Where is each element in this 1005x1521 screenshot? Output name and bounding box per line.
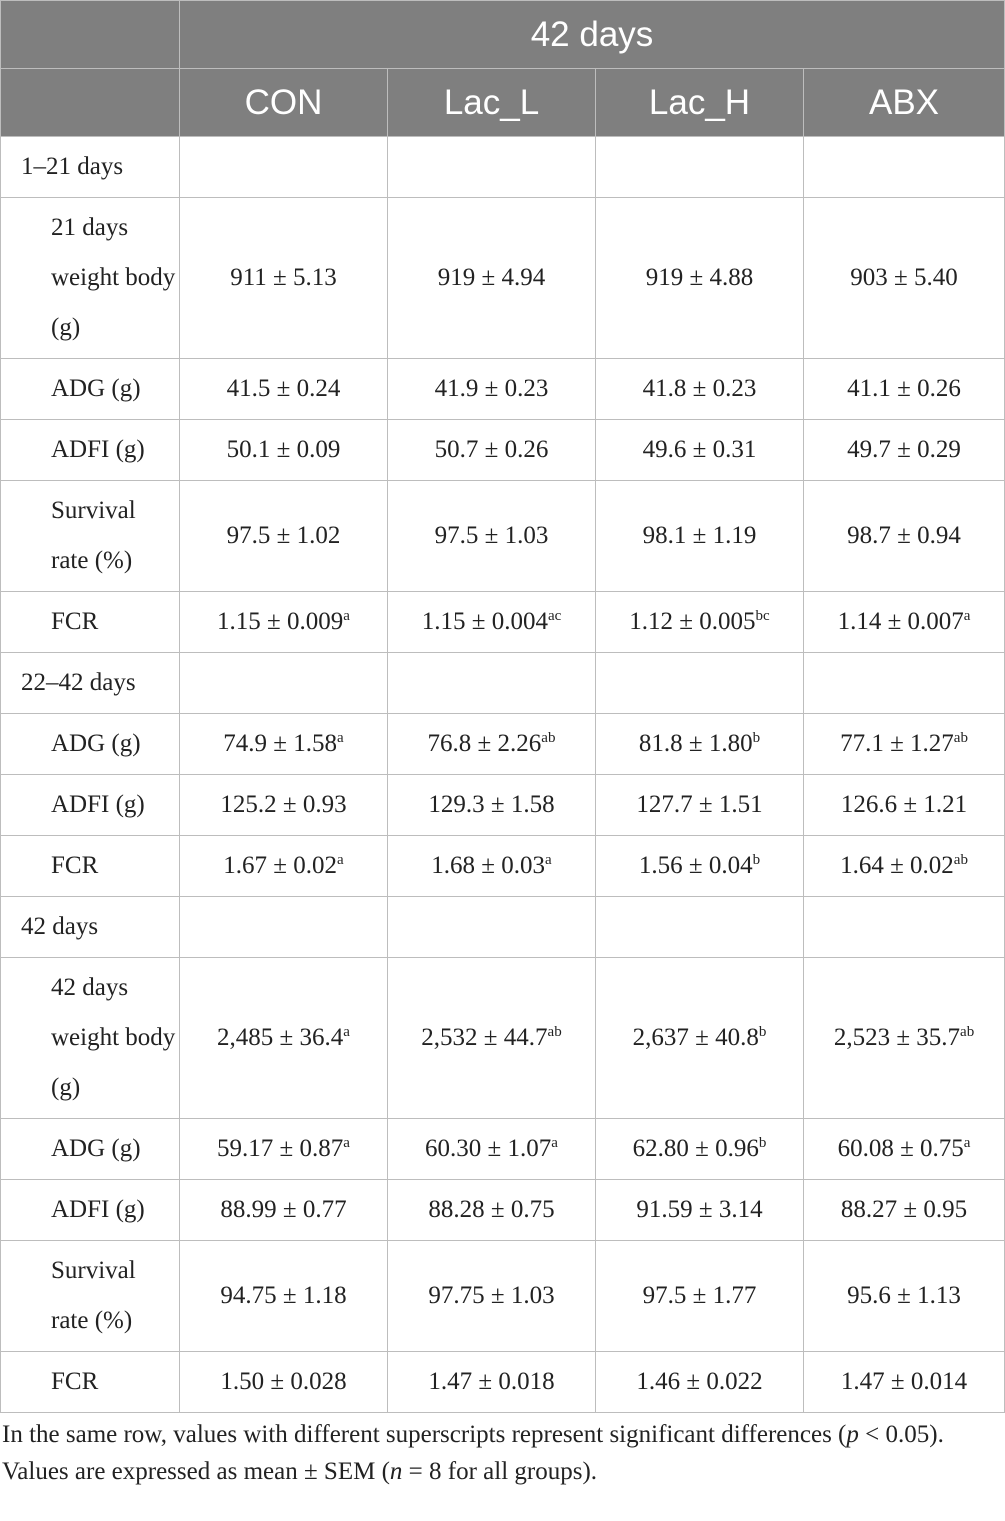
table-row (1, 1352, 1005, 1413)
value-cell: 49.7 ± 0.29 (804, 420, 1005, 481)
value-cell: 1.12 ± 0.005$^{bc}$ (596, 592, 804, 653)
header-corner (1, 1, 180, 69)
value-cell: 1.68 ± 0.03$^a$ (388, 836, 596, 897)
table-row (1, 1119, 1005, 1180)
section-row (1, 137, 1005, 198)
value-cell: 97.5 ± 1.02 (180, 481, 388, 592)
table-row (1, 836, 1005, 897)
value-cell: 59.17 ± 0.87$^a$ (180, 1119, 388, 1180)
row-label: ADFI (g) (1, 1180, 180, 1241)
value-cell: 97.75 ± 1.03 (388, 1241, 596, 1352)
value-cell: 88.28 ± 0.75 (388, 1180, 596, 1241)
value-cell: 2,637 ± 40.8$^b$ (596, 958, 804, 1119)
row-label: FCR (1, 836, 180, 897)
section-row (1, 897, 1005, 958)
value-cell: 1.47 ± 0.018 (388, 1352, 596, 1413)
value-cell: 60.08 ± 0.75$^a$ (804, 1119, 1005, 1180)
value-cell: 41.1 ± 0.26 (804, 359, 1005, 420)
column-header: Lac_L (388, 69, 596, 137)
section-label: 22–42 days (1, 653, 180, 714)
row-label: ADG (g) (1, 359, 180, 420)
header-corner (1, 69, 180, 137)
value-cell: 919 ± 4.88 (596, 198, 804, 359)
table-row (1, 1241, 1005, 1352)
value-cell: 1.15 ± 0.004$^{ac}$ (388, 592, 596, 653)
row-label: 21 days weight body (g) (1, 198, 180, 359)
value-cell: 94.75 ± 1.18 (180, 1241, 388, 1352)
value-cell: 41.9 ± 0.23 (388, 359, 596, 420)
value-cell: 62.80 ± 0.96$^b$ (596, 1119, 804, 1180)
value-cell: 2,485 ± 36.4$^a$ (180, 958, 388, 1119)
value-cell: 41.8 ± 0.23 (596, 359, 804, 420)
column-header: ABX (804, 69, 1005, 137)
row-label: FCR (1, 1352, 180, 1413)
value-cell: 125.2 ± 0.93 (180, 775, 388, 836)
column-header: CON (180, 69, 388, 137)
table-row (1, 198, 1005, 359)
value-cell: 129.3 ± 1.58 (388, 775, 596, 836)
column-header: Lac_H (596, 69, 804, 137)
value-cell: 1.14 ± 0.007$^a$ (804, 592, 1005, 653)
row-label: ADG (g) (1, 714, 180, 775)
table-row (1, 592, 1005, 653)
value-cell: 77.1 ± 1.27$^{ab}$ (804, 714, 1005, 775)
value-cell: 97.5 ± 1.03 (388, 481, 596, 592)
value-cell: 1.47 ± 0.014 (804, 1352, 1005, 1413)
value-cell: 88.99 ± 0.77 (180, 1180, 388, 1241)
header-row-period (1, 1, 1005, 69)
row-label: ADG (g) (1, 1119, 180, 1180)
value-cell: 49.6 ± 0.31 (596, 420, 804, 481)
table-footnotes (0, 1416, 1005, 1490)
table-row (1, 1180, 1005, 1241)
value-cell: 1.46 ± 0.022 (596, 1352, 804, 1413)
value-cell: 2,532 ± 44.7$^{ab}$ (388, 958, 596, 1119)
section-label: 42 days (1, 897, 180, 958)
value-cell: 1.64 ± 0.02$^{ab}$ (804, 836, 1005, 897)
value-cell: 98.7 ± 0.94 (804, 481, 1005, 592)
value-cell: 95.6 ± 1.13 (804, 1241, 1005, 1352)
value-cell: 919 ± 4.94 (388, 198, 596, 359)
value-cell: 2,523 ± 35.7$^{ab}$ (804, 958, 1005, 1119)
value-cell: 911 ± 5.13 (180, 198, 388, 359)
footnote-significance: In the same row, values with different superscripts represent significant differences (p < 0.05). (2, 1421, 944, 1448)
row-label: Survival rate (%) (1, 1241, 180, 1352)
value-cell: 50.1 ± 0.09 (180, 420, 388, 481)
table-row (1, 958, 1005, 1119)
value-cell: 126.6 ± 1.21 (804, 775, 1005, 836)
value-cell: 903 ± 5.40 (804, 198, 1005, 359)
value-cell: 127.7 ± 1.51 (596, 775, 804, 836)
value-cell: 97.5 ± 1.77 (596, 1241, 804, 1352)
value-cell: 1.50 ± 0.028 (180, 1352, 388, 1413)
value-cell: 1.67 ± 0.02$^a$ (180, 836, 388, 897)
table-row (1, 775, 1005, 836)
row-label: 42 days weight body (g) (1, 958, 180, 1119)
footnote-mean-sem: Values are expressed as mean ± SEM (n = 8 for all groups). (2, 1458, 598, 1485)
row-label: ADFI (g) (1, 420, 180, 481)
value-cell: 91.59 ± 3.14 (596, 1180, 804, 1241)
value-cell: 41.5 ± 0.24 (180, 359, 388, 420)
table-row (1, 714, 1005, 775)
section-row (1, 653, 1005, 714)
value-cell: 50.7 ± 0.26 (388, 420, 596, 481)
row-label: FCR (1, 592, 180, 653)
section-label: 1–21 days (1, 137, 180, 198)
value-cell: 81.8 ± 1.80$^b$ (596, 714, 804, 775)
table-row (1, 359, 1005, 420)
table-row (1, 420, 1005, 481)
row-label: ADFI (g) (1, 775, 180, 836)
value-cell: 98.1 ± 1.19 (596, 481, 804, 592)
value-cell: 88.27 ± 0.95 (804, 1180, 1005, 1241)
table-row (1, 481, 1005, 592)
value-cell: 60.30 ± 1.07$^a$ (388, 1119, 596, 1180)
value-cell: 1.15 ± 0.009$^a$ (180, 592, 388, 653)
value-cell: 1.56 ± 0.04$^b$ (596, 836, 804, 897)
row-label: Survival rate (%) (1, 481, 180, 592)
header-row-groups (1, 69, 1005, 137)
value-cell: 76.8 ± 2.26$^{ab}$ (388, 714, 596, 775)
header-span-label: 42 days (180, 1, 1005, 69)
value-cell: 74.9 ± 1.58$^a$ (180, 714, 388, 775)
